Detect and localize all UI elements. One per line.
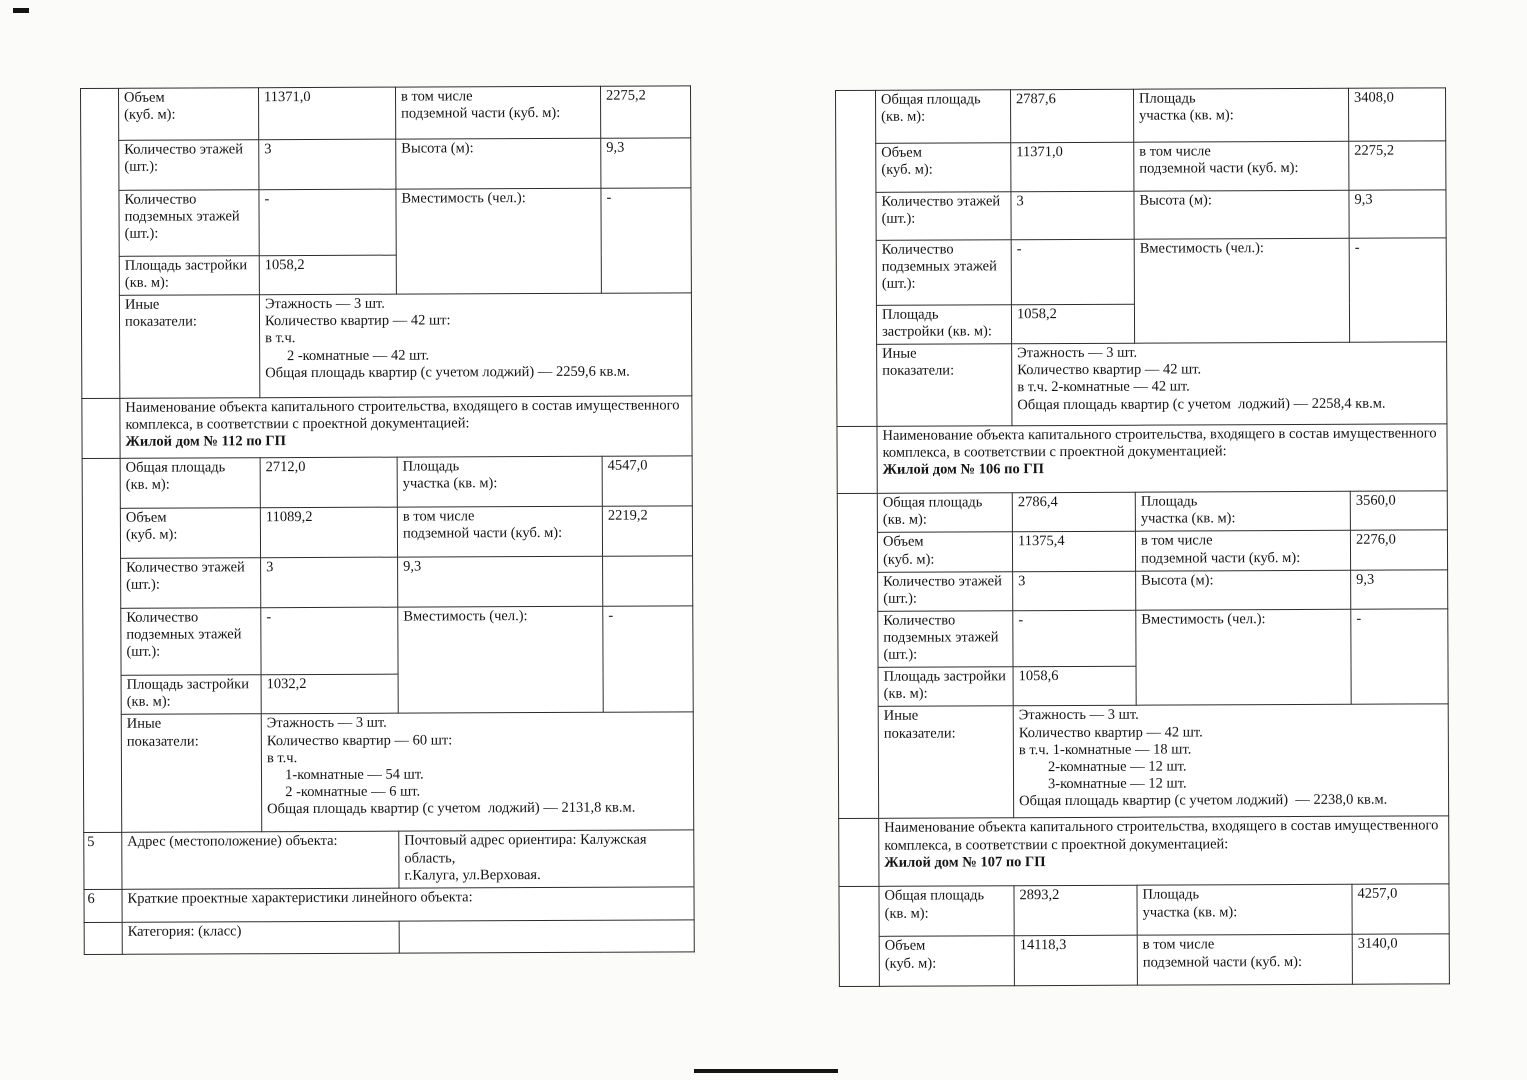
field-value: 11089,2 <box>260 507 397 558</box>
section-header-title: Жилой дом № 107 по ГП <box>884 853 1046 871</box>
field-label: в том числе подземной части (куб. м): <box>397 506 602 557</box>
other-indicators-text: Этажность — 3 шт. Количество квартир — 42 шт. в т.ч. 2-комнатные — 42 шт. Общая площадь квартир (с учетом лоджий) — 2258,4 кв.м. <box>1012 342 1447 426</box>
field-label: в том числе подземной части (куб. м): <box>1135 531 1350 571</box>
field-label: Площадь участка (кв. м): <box>1133 88 1348 142</box>
field-value: 14118,3 <box>1014 936 1137 987</box>
field-label: Общая площадь (кв. м): <box>877 493 1012 533</box>
field-value: 3 <box>1011 191 1134 240</box>
field-label: Краткие проектные характеристики линейного объекта: <box>122 887 694 922</box>
field-label: Вместимость (чел.): <box>1134 238 1349 343</box>
field-label: Вместимость (чел.): <box>1136 609 1351 705</box>
field-label: Иные показатели: <box>878 706 1013 819</box>
field-value: - <box>1349 238 1446 343</box>
field-label: Количество этажей (шт.): <box>878 571 1013 611</box>
row-number-cell <box>82 399 120 459</box>
field-value: - <box>603 606 693 713</box>
row-number-cell <box>837 494 878 819</box>
section-header-text: Наименование объекта капитального строительства, входящего в состав имущественного комплекса, в соответствии с проектной документацией: <box>882 425 1437 462</box>
other-indicators-text: Этажность — 3 шт. Количество квартир — 42 шт: в т.ч. 2 -комнатные — 42 шт. Общая площадь квартир (с учетом лоджий) — 2259,6 кв.м. <box>259 293 691 398</box>
field-label: Высота (м): <box>1134 190 1349 239</box>
field-label: Высота (м): <box>1136 570 1351 610</box>
field-label: Количество этажей (шт.): <box>119 140 259 191</box>
field-label: Количество подземных этажей (шт.): <box>876 240 1011 306</box>
right-page <box>835 87 1450 987</box>
left-page <box>80 85 695 954</box>
field-value <box>603 556 693 606</box>
section-header-text: Наименование объекта капитального строительства, входящего в состав имущественного комплекса, в соответствии с проектной документацией: <box>125 397 680 434</box>
field-label: Площадь участка (кв. м): <box>1135 491 1350 531</box>
field-value: 9,3 <box>1349 190 1446 238</box>
field-value: 4257,0 <box>1352 884 1449 934</box>
field-label: Площадь участка (кв. м): <box>397 456 602 507</box>
field-value: 1058,2 <box>1011 304 1134 344</box>
field-value: 3 <box>259 139 396 190</box>
left-page-table <box>80 85 695 954</box>
right-page-table <box>835 87 1450 987</box>
field-value: - <box>601 188 691 294</box>
field-label: в том числе подземной части (куб. м): <box>395 86 600 139</box>
field-value: 9,3 <box>1351 569 1448 609</box>
field-value: 3 <box>1013 571 1136 611</box>
row-number-cell <box>839 887 879 987</box>
field-label: Объем (куб. м): <box>120 508 260 559</box>
field-value: 11371,0 <box>1011 142 1134 192</box>
row-number: 6 <box>84 889 122 922</box>
scan-corner-mark <box>13 8 29 13</box>
field-label: Площадь застройки (кв. м): <box>121 675 261 715</box>
field-value: 2276,0 <box>1350 530 1447 570</box>
section-header <box>879 816 1449 886</box>
field-value: - <box>1011 239 1134 305</box>
other-indicators-text: Этажность — 3 шт. Количество квартир — 42 шт. в т.ч. 1-комнатные — 18 шт. 2-комнатные — 12 шт. 3-комнатные — 12 шт. Общая площадь квартир (с учетом лоджий) — 2238,0 кв.м. <box>1013 704 1448 818</box>
other-indicators-text: Этажность — 3 шт. Количество квартир — 60 шт: в т.ч. 1-комнатные — 54 шт. 2 -комнатные — 6 шт. Общая площадь квартир (с учетом лоджий) — 2131,8 кв.м. <box>261 712 694 832</box>
field-label: Объем (куб. м): <box>119 88 259 141</box>
field-value: 9,3 <box>601 138 691 188</box>
section-header-text: Наименование объекта капитального строительства, входящего в состав имущественного комплекса, в соответствии с проектной документацией: <box>884 817 1439 854</box>
field-value: 2786,4 <box>1012 492 1135 532</box>
field-label: Высота (м): <box>396 138 601 189</box>
field-value <box>399 920 694 953</box>
field-value: 3560,0 <box>1350 491 1447 531</box>
field-value: 2787,6 <box>1011 89 1134 143</box>
field-label: Иные показатели: <box>877 344 1012 427</box>
field-label: Количество подземных этажей (шт.): <box>121 608 261 676</box>
field-value: 4547,0 <box>602 456 692 506</box>
field-label: Количество подземных этажей (шт.): <box>878 611 1013 668</box>
field-value: - <box>1013 610 1136 667</box>
row-number-cell <box>82 459 122 833</box>
field-value: 1032,2 <box>261 674 398 714</box>
field-value: 2219,2 <box>602 506 692 556</box>
field-value: Почтовый адрес ориентира: Калужская область, г.Калуга, ул.Верховая. <box>399 830 694 888</box>
field-label: Количество подземных этажей (шт.): <box>119 190 259 257</box>
row-number-cell <box>837 427 877 494</box>
field-label: Количество этажей (шт.): <box>121 558 261 609</box>
field-value: - <box>1351 609 1448 705</box>
field-label: Площадь застройки (кв. м): <box>119 256 259 296</box>
field-label: Вместимость (чел.): <box>396 188 601 294</box>
field-value: 3 <box>261 557 398 608</box>
row-number-cell <box>839 819 879 887</box>
field-label: Адрес (местоположение) объекта: <box>122 832 399 890</box>
field-label: Вместимость (чел.): <box>398 606 603 713</box>
field-label: Площадь участка (кв. м): <box>1137 885 1352 936</box>
field-label: Объем (куб. м): <box>879 936 1014 987</box>
section-header-title: Жилой дом № 106 по ГП <box>882 461 1044 479</box>
field-label: Иные показатели: <box>121 714 262 833</box>
field-value: 1058,2 <box>259 255 396 295</box>
field-label: Общая площадь (кв. м): <box>876 90 1011 144</box>
field-label: Общая площадь (кв. м): <box>879 886 1014 937</box>
field-label: Объем (куб. м): <box>877 532 1012 572</box>
field-value: 3140,0 <box>1352 934 1449 984</box>
field-value: 2275,2 <box>1349 141 1446 190</box>
field-label: Категория: (класс) <box>122 921 399 954</box>
field-label: Площадь застройки (кв. м): <box>876 305 1011 345</box>
field-label: Количество этажей (шт.): <box>876 192 1011 241</box>
field-value: 3408,0 <box>1348 88 1445 141</box>
field-value: - <box>261 607 398 675</box>
field-label: Иные показатели: <box>119 295 259 399</box>
row-number-cell <box>836 90 877 426</box>
section-header-title: Жилой дом № 112 по ГП <box>125 433 286 451</box>
field-label: в том числе подземной части (куб. м): <box>1134 141 1349 191</box>
section-header <box>120 396 692 458</box>
field-value: 2893,2 <box>1014 886 1137 937</box>
field-value: 9,3 <box>398 556 603 607</box>
row-number-cell <box>84 922 122 954</box>
field-value: 2275,2 <box>600 86 690 138</box>
field-label: Площадь застройки (кв. м): <box>878 667 1013 707</box>
section-header <box>877 424 1447 493</box>
page-edge-line <box>694 1069 838 1073</box>
field-value: 1058,6 <box>1013 666 1136 706</box>
field-label: Объем (куб. м): <box>876 143 1011 193</box>
field-label: Общая площадь (кв. м): <box>120 458 260 509</box>
field-value: 11371,0 <box>259 87 396 140</box>
field-value: 11375,4 <box>1012 532 1135 572</box>
row-number: 5 <box>84 833 122 889</box>
row-number-cell <box>81 88 120 398</box>
field-value: 2712,0 <box>260 457 397 508</box>
field-label: в том числе подземной части (куб. м): <box>1137 935 1352 986</box>
field-value: - <box>259 189 396 256</box>
